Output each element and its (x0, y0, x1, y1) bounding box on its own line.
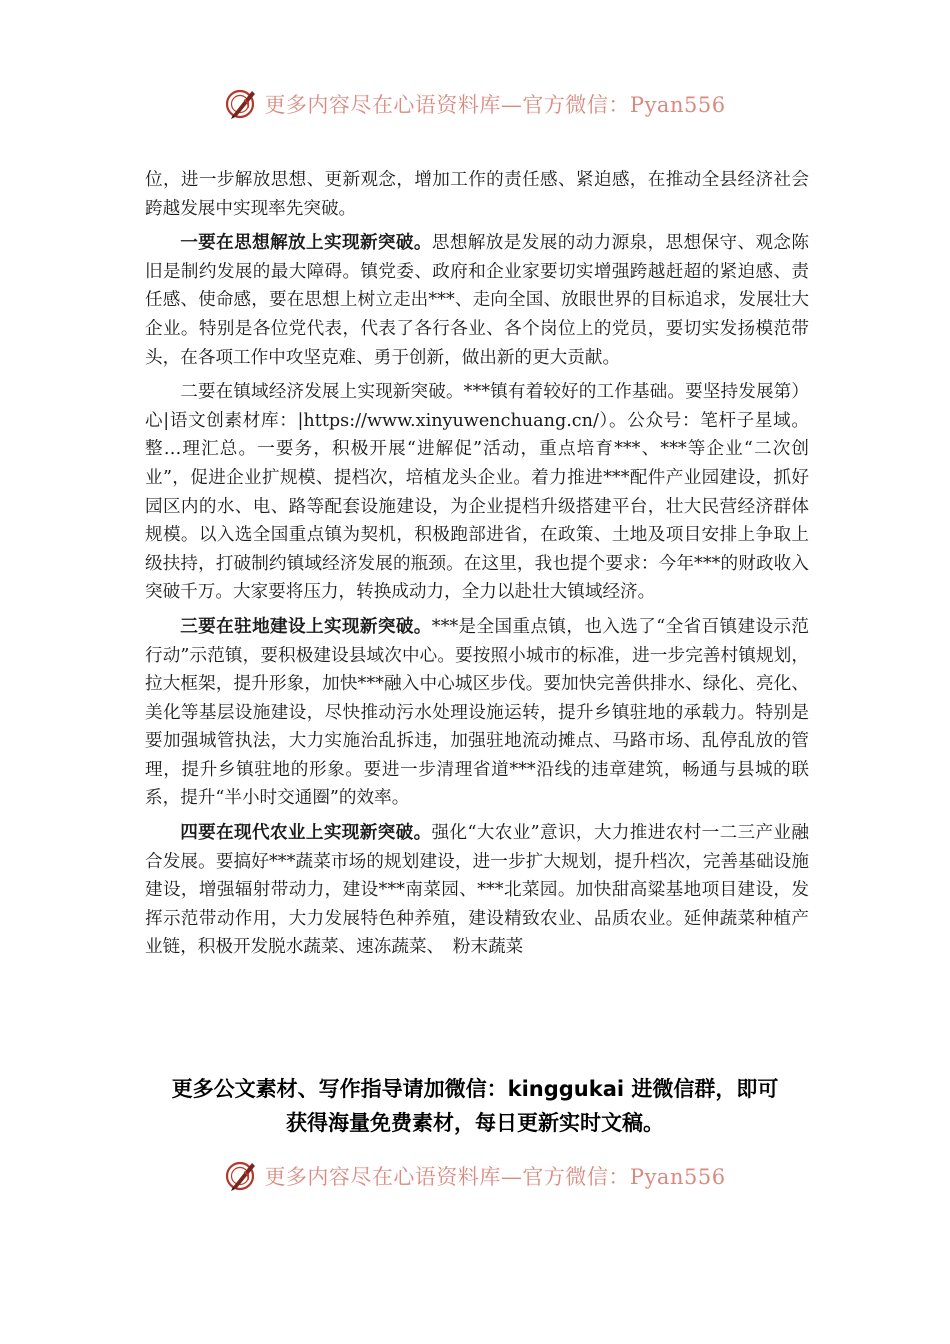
paragraph-3-text: 二要在镇域经济发展上实现新突破。***镇有着较好的工作基础。要坚持发展第）心|语文创素材库：|https://www.xinyuwenchuang.cn/）。公众号：笔杆子星域。整…理汇总。一要务，积极开展“进解促”活动，重点培育***、***等企业“二次创业”，促进企业扩规模、提档次，培植龙头企业。着力推进***配件产业园建设，抓好园区内的水、电、路等配套设施建设，为企业提档升级搭建平台，壮大民营经济群体规模。以入选全国重点镇为契机，积极跑部进省，在政策、土地及项目安排上争取上级扶持，打破制约镇域经济发展的瓶颈。在这里，我也提个要求：今年***的财政收入突破千万。大家要将压力，转换成动力，全力以赴壮大镇域经济。 (145, 382, 809, 603)
paragraph-5 (145, 819, 809, 962)
paragraph-2-heading: 一要在思想解放上实现新突破。 (180, 232, 432, 254)
paragraph-1 (145, 166, 809, 223)
promo-line-2: 获得海量免费素材，每日更新实时文稿。 (286, 1111, 664, 1135)
paragraph-5-text: 强化“大农业”意识，大力推进农村一二三产业融合发展。要搞好***蔬菜市场的规划建设，进一步扩大规划，提升档次，完善基础设施建设，增强辐射带动力，建设***南菜园、***北菜园。加快甜高粱基地项目建设，发挥示范带动作用，大力发展特色种养殖，建设精致农业、品质农业。延伸蔬菜种植产业链，积极开发脱水蔬菜、速冻蔬菜、 粉末蔬菜 (145, 823, 809, 958)
paragraph-3 (145, 378, 809, 607)
paragraph-2 (145, 229, 809, 372)
paragraph-4-heading: 三要在驻地建设上实现新突破。 (180, 615, 432, 637)
document-body (145, 166, 809, 968)
paragraph-1-text: 位，进一步解放思想、更新观念，增加工作的责任感、紧迫感，在推动全县经济社会跨越发展中实现率先突破。 (145, 170, 809, 219)
watermark-text: 更多内容尽在心语资料库—官方微信：Pyan556 (264, 1165, 726, 1189)
paragraph-4 (145, 613, 809, 813)
paragraph-5-heading: 四要在现代农业上实现新突破。 (180, 822, 432, 844)
promo-notice (100, 1072, 850, 1140)
header-watermark (0, 84, 950, 124)
paragraph-4-text: ***是全国重点镇，也入选了“全省百镇建设示范行动”示范镇，要积极建设县域次中心。要按照小城市的标准，进一步完善村镇规划，拉大框架，提升形象，加快***融入中心城区步伐。要加快完善供排水、绿化、亮化、美化等基层设施建设，尽快推动污水处理设施运转，提升乡镇驻地的承载力。特别是要加强城管执法，大力实施治乱拆违，加强驻地流动摊点、马路市场、乱停乱放的管理，提升乡镇驻地的形象。要进一步清理省道***沿线的违章建筑，畅通与县城的联系，提升“半小时交通圈”的效率。 (145, 616, 809, 809)
watermark-text: 更多内容尽在心语资料库—官方微信：Pyan556 (264, 93, 726, 117)
footer-watermark (0, 1156, 950, 1196)
pen-logo-icon (224, 1158, 260, 1194)
promo-line-1: 更多公文素材、写作指导请加微信：kinggukai 进微信群，即可 (171, 1077, 779, 1101)
paragraph-2-text: 思想解放是发展的动力源泉，思想保守、观念陈旧是制约发展的最大障碍。镇党委、政府和企业家要切实增强跨越赶超的紧迫感、责任感、使命感，要在思想上树立走出***、走向全国、放眼世界的目标追求，发展壮大企业。特别是各位党代表，代表了各行各业、各个岗位上的党员，要切实发扬模范带头，在各项工作中攻坚克难、勇于创新，做出新的更大贡献。 (145, 233, 809, 368)
pen-logo-icon (224, 86, 260, 122)
